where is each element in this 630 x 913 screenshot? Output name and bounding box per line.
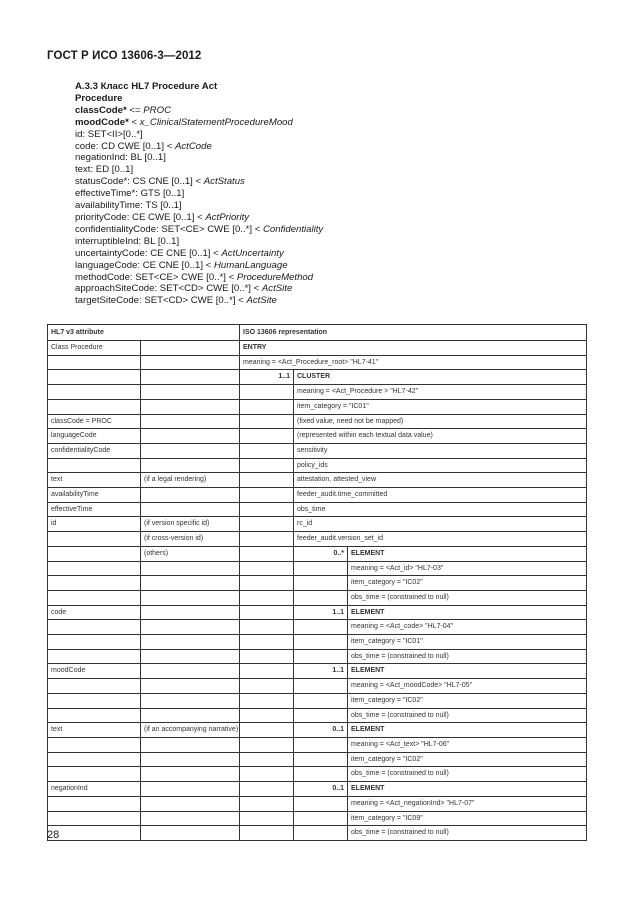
attribute-italic: ActSite xyxy=(246,295,277,307)
table-cell xyxy=(141,502,240,517)
table-cell: item_category = "IC02" xyxy=(348,576,587,591)
table-cell xyxy=(141,341,240,356)
table-cell xyxy=(48,796,141,811)
table-cell xyxy=(240,502,294,517)
table-cell xyxy=(48,532,141,547)
table-cell xyxy=(141,605,240,620)
table-cell: meaning = <Act_text> "HL7-06" xyxy=(348,737,587,752)
table-cell xyxy=(240,752,294,767)
attribute-line xyxy=(75,224,323,236)
table-cell xyxy=(141,458,240,473)
attribute-plain: confidentialityCode: SET<CE> CWE [0..*] < xyxy=(75,223,263,235)
attribute-plain: interruptibleInd: BL [0..1] xyxy=(75,235,180,247)
table-cell: 1..1 xyxy=(294,664,348,679)
table-cell xyxy=(240,458,294,473)
table-row xyxy=(48,370,587,385)
table-row xyxy=(48,458,587,473)
document-header: ГОСТ Р ИСО 13606-3—2012 xyxy=(47,50,202,62)
table-cell xyxy=(240,811,294,826)
table-cell xyxy=(48,399,141,414)
table-cell: Class Procedure xyxy=(48,341,141,356)
table-row xyxy=(48,429,587,444)
table-cell: availabilityTime xyxy=(48,488,141,503)
table-cell: obs_time = (constrained to null) xyxy=(348,767,587,782)
table-cell xyxy=(141,385,240,400)
attribute-line xyxy=(75,141,323,153)
table-cell: item_category = "IC02" xyxy=(348,752,587,767)
table-row xyxy=(48,488,587,503)
table-cell: feeder_audit.version_set_id xyxy=(294,532,587,547)
table-cell xyxy=(240,796,294,811)
table-cell xyxy=(240,620,294,635)
table-row xyxy=(48,502,587,517)
table-cell xyxy=(240,517,294,532)
table-cell xyxy=(48,561,141,576)
table-row xyxy=(48,693,587,708)
attribute-line xyxy=(75,188,323,200)
table-cell: classCode = PROC xyxy=(48,414,141,429)
table-row xyxy=(48,679,587,694)
table-cell xyxy=(294,620,348,635)
table-cell xyxy=(48,370,141,385)
attribute-italic: HumanLanguage xyxy=(213,259,288,271)
table-cell xyxy=(294,737,348,752)
attribute-line xyxy=(75,260,323,272)
table-cell xyxy=(240,385,294,400)
table-cell xyxy=(141,693,240,708)
table-cell: id xyxy=(48,517,141,532)
attribute-line xyxy=(75,272,323,284)
table-cell: languageCode xyxy=(48,429,141,444)
table-cell xyxy=(240,708,294,723)
table-cell xyxy=(240,605,294,620)
table-cell xyxy=(240,429,294,444)
table-cell: attestation, attested_view xyxy=(294,473,587,488)
table-cell xyxy=(141,664,240,679)
table-cell xyxy=(48,590,141,605)
attribute-line xyxy=(75,129,323,141)
table-cell xyxy=(48,649,141,664)
table-cell: meaning = <Act_Procedure_root> "HL7-41" xyxy=(240,355,587,370)
table-cell xyxy=(294,576,348,591)
table-cell xyxy=(48,635,141,650)
table-cell: (fixed value, need not be mapped) xyxy=(294,414,587,429)
table-cell: ELEMENT xyxy=(348,782,587,797)
table-cell xyxy=(141,811,240,826)
table-cell: 0..* xyxy=(294,546,348,561)
table-cell xyxy=(48,752,141,767)
table-row xyxy=(48,796,587,811)
table-row xyxy=(48,752,587,767)
table-cell xyxy=(48,767,141,782)
table-row xyxy=(48,664,587,679)
attribute-italic: ActUncertainty xyxy=(221,247,284,259)
page-number: 28 xyxy=(47,829,60,841)
table-cell xyxy=(240,532,294,547)
table-cell xyxy=(294,590,348,605)
table-cell xyxy=(240,473,294,488)
table-cell xyxy=(141,737,240,752)
table-cell xyxy=(48,576,141,591)
table-cell: text xyxy=(48,473,141,488)
table-cell: meaning = <Act_id> "HL7-03" xyxy=(348,561,587,576)
table-cell: code xyxy=(48,605,141,620)
table-row xyxy=(48,473,587,488)
attribute-line xyxy=(75,200,323,212)
table-cell xyxy=(48,826,141,841)
attribute-line xyxy=(75,212,323,224)
table-cell xyxy=(240,488,294,503)
table-cell: text xyxy=(48,723,141,738)
table-row xyxy=(48,355,587,370)
table-row xyxy=(48,782,587,797)
table-cell: moodCode xyxy=(48,664,141,679)
table-cell xyxy=(294,693,348,708)
table-cell: feeder_audit.time_committed xyxy=(294,488,587,503)
table-cell xyxy=(240,561,294,576)
table-cell xyxy=(141,826,240,841)
table-cell xyxy=(141,355,240,370)
table-cell: 1..1 xyxy=(294,605,348,620)
table-row xyxy=(48,767,587,782)
table-cell xyxy=(240,414,294,429)
table-cell xyxy=(141,708,240,723)
table-cell: ELEMENT xyxy=(348,546,587,561)
table-row xyxy=(48,443,587,458)
table-cell xyxy=(141,429,240,444)
table-cell xyxy=(240,576,294,591)
table-cell xyxy=(294,767,348,782)
table-row xyxy=(48,576,587,591)
table-cell: 0..1 xyxy=(294,782,348,797)
table-cell xyxy=(141,590,240,605)
table-row xyxy=(48,708,587,723)
section-subheading: Procedure xyxy=(75,92,123,104)
table-cell xyxy=(141,443,240,458)
table-cell xyxy=(294,811,348,826)
table-row xyxy=(48,561,587,576)
table-cell: sensitivity xyxy=(294,443,587,458)
table-cell xyxy=(48,355,141,370)
table-cell: 0..1 xyxy=(294,723,348,738)
table-cell: confidentialityCode xyxy=(48,443,141,458)
table-cell xyxy=(141,370,240,385)
table-cell xyxy=(240,679,294,694)
attribute-plain: effectiveTime*: GTS [0..1] xyxy=(75,188,185,200)
table-cell xyxy=(141,767,240,782)
attribute-italic: ActStatus xyxy=(203,176,245,188)
attribute-plain: methodCode: SET<CE> CWE [0..*] < xyxy=(75,271,237,283)
table-cell xyxy=(141,576,240,591)
attribute-plain: availabilityTime: TS [0..1] xyxy=(75,200,182,212)
header-iso-representation: ISO 13606 representation xyxy=(240,325,587,341)
table-cell: CLUSTER xyxy=(294,370,587,385)
table-cell: (if a legal rendering) xyxy=(141,473,240,488)
attribute-italic: ActSite xyxy=(261,283,293,295)
table-cell: (if cross-version id) xyxy=(141,532,240,547)
table-cell: item_category = "IC01" xyxy=(294,399,587,414)
table-cell: ELEMENT xyxy=(348,723,587,738)
attribute-line xyxy=(75,248,323,260)
table-cell xyxy=(48,620,141,635)
attribute-line xyxy=(75,152,323,164)
attribute-line xyxy=(75,176,323,188)
attribute-plain: targetSiteCode: SET<CD> CWE [0..*] < xyxy=(75,295,247,307)
table-cell xyxy=(141,620,240,635)
attribute-line xyxy=(75,283,323,295)
attribute-plain: id: SET<II>[0..*] xyxy=(75,128,143,140)
attribute-line xyxy=(75,236,323,248)
table-row xyxy=(48,590,587,605)
table-cell xyxy=(48,737,141,752)
attribute-italic: x_ClinicalStatementProcedureMood xyxy=(139,116,293,128)
table-cell: rc_id xyxy=(294,517,587,532)
table-row xyxy=(48,517,587,532)
table-cell xyxy=(48,811,141,826)
table-row xyxy=(48,385,587,400)
table-cell xyxy=(141,679,240,694)
mapping-table xyxy=(47,324,587,841)
table-cell xyxy=(141,649,240,664)
table-cell: obs_time = (constrained to null) xyxy=(348,649,587,664)
table-header-row xyxy=(48,325,587,341)
attribute-italic: ActPriority xyxy=(205,211,250,223)
table-cell xyxy=(48,385,141,400)
table-cell xyxy=(294,708,348,723)
table-cell xyxy=(294,796,348,811)
table-cell xyxy=(141,399,240,414)
table-cell: ENTRY xyxy=(240,341,587,356)
table-cell xyxy=(240,664,294,679)
table-cell: meaning = <Act_Procedure > "HL7-42" xyxy=(294,385,587,400)
attribute-line xyxy=(75,295,323,307)
attribute-italic: Confidentiality xyxy=(262,223,324,235)
table-cell: negationInd xyxy=(48,782,141,797)
attribute-plain: statusCode*: CS CNE [0..1] < xyxy=(75,176,204,188)
attribute-plain: code: CD CWE [0..1] < xyxy=(75,140,175,152)
table-cell xyxy=(240,443,294,458)
table-cell xyxy=(294,561,348,576)
table-cell xyxy=(48,693,141,708)
table-cell: obs_time = (constrained to null) xyxy=(348,708,587,723)
table-cell: (others) xyxy=(141,546,240,561)
table-cell xyxy=(240,826,294,841)
table-cell: (if version specific id) xyxy=(141,517,240,532)
table-cell xyxy=(240,782,294,797)
table-cell xyxy=(294,635,348,650)
table-cell xyxy=(240,649,294,664)
table-cell: item_category = "IC02" xyxy=(348,693,587,708)
table-cell xyxy=(48,458,141,473)
table-cell: (if an accompanying narrative) xyxy=(141,723,240,738)
attribute-plain: languageCode: CE CNE [0..1] < xyxy=(75,259,214,271)
table-cell xyxy=(141,796,240,811)
table-cell xyxy=(141,561,240,576)
table-cell xyxy=(240,399,294,414)
table-cell xyxy=(240,546,294,561)
attribute-italic: ProcedureMethod xyxy=(236,271,314,283)
section-heading: A.3.3 Класс HL7 Procedure Act xyxy=(75,81,218,92)
table-row xyxy=(48,737,587,752)
table-cell xyxy=(141,488,240,503)
attribute-rest: < xyxy=(128,116,140,128)
table-cell xyxy=(240,635,294,650)
table-cell xyxy=(48,708,141,723)
attribute-list xyxy=(75,105,323,307)
table-cell: item_category = "IC09" xyxy=(348,811,587,826)
table-row xyxy=(48,826,587,841)
table-row xyxy=(48,532,587,547)
table-row xyxy=(48,635,587,650)
table-cell: meaning = <Act_negationInd> "HL7-07" xyxy=(348,796,587,811)
table-cell xyxy=(240,767,294,782)
table-cell xyxy=(240,737,294,752)
table-row xyxy=(48,399,587,414)
attribute-plain: text: ED [0..1] xyxy=(75,164,134,176)
table-row xyxy=(48,723,587,738)
table-cell xyxy=(240,590,294,605)
table-cell: effectiveTime xyxy=(48,502,141,517)
table-cell: item_category = "IC01" xyxy=(348,635,587,650)
table-cell: ELEMENT xyxy=(348,664,587,679)
table-cell: obs_time xyxy=(294,502,587,517)
header-hl7-attribute: HL7 v3 attribute xyxy=(48,325,240,341)
table-cell xyxy=(294,679,348,694)
table-row xyxy=(48,811,587,826)
table-cell xyxy=(294,752,348,767)
table-cell xyxy=(141,414,240,429)
class-specification xyxy=(75,81,323,307)
attribute-rest: <= xyxy=(126,104,144,116)
table-cell xyxy=(48,679,141,694)
table-row xyxy=(48,546,587,561)
table-cell xyxy=(141,752,240,767)
table-row xyxy=(48,649,587,664)
table-row xyxy=(48,620,587,635)
table-cell: (represented within each textual data value) xyxy=(294,429,587,444)
attribute-plain: negationInd: BL [0..1] xyxy=(75,152,166,164)
table-cell: obs_time = (constrained to null) xyxy=(348,590,587,605)
table-cell: ELEMENT xyxy=(348,605,587,620)
table-cell xyxy=(294,649,348,664)
table-cell: meaning = <Act_code> "HL7-04" xyxy=(348,620,587,635)
table-cell xyxy=(141,782,240,797)
table-cell xyxy=(240,693,294,708)
attribute-plain: uncertaintyCode: CE CNE [0..1] < xyxy=(75,247,222,259)
table-cell: meaning = <Act_moodCode> "HL7-05" xyxy=(348,679,587,694)
attribute-bold: classCode* xyxy=(75,104,127,116)
attribute-italic: ActCode xyxy=(174,140,212,152)
table-cell xyxy=(294,826,348,841)
table-cell xyxy=(141,635,240,650)
table-row xyxy=(48,414,587,429)
table-cell xyxy=(48,546,141,561)
attribute-line xyxy=(75,164,323,176)
attribute-plain: priorityCode: CE CWE [0..1] < xyxy=(75,211,206,223)
attribute-italic: PROC xyxy=(143,104,171,116)
table-cell: obs_time = (constrained to null) xyxy=(348,826,587,841)
table-cell: 1..1 xyxy=(240,370,294,385)
table-cell: policy_ids xyxy=(294,458,587,473)
attribute-line xyxy=(75,117,323,129)
attribute-bold: moodCode* xyxy=(75,116,129,128)
table-row xyxy=(48,605,587,620)
table-row xyxy=(48,341,587,356)
attribute-line xyxy=(75,105,323,117)
attribute-plain: approachSiteCode: SET<CD> CWE [0..*] < xyxy=(75,283,262,295)
table-cell xyxy=(240,723,294,738)
